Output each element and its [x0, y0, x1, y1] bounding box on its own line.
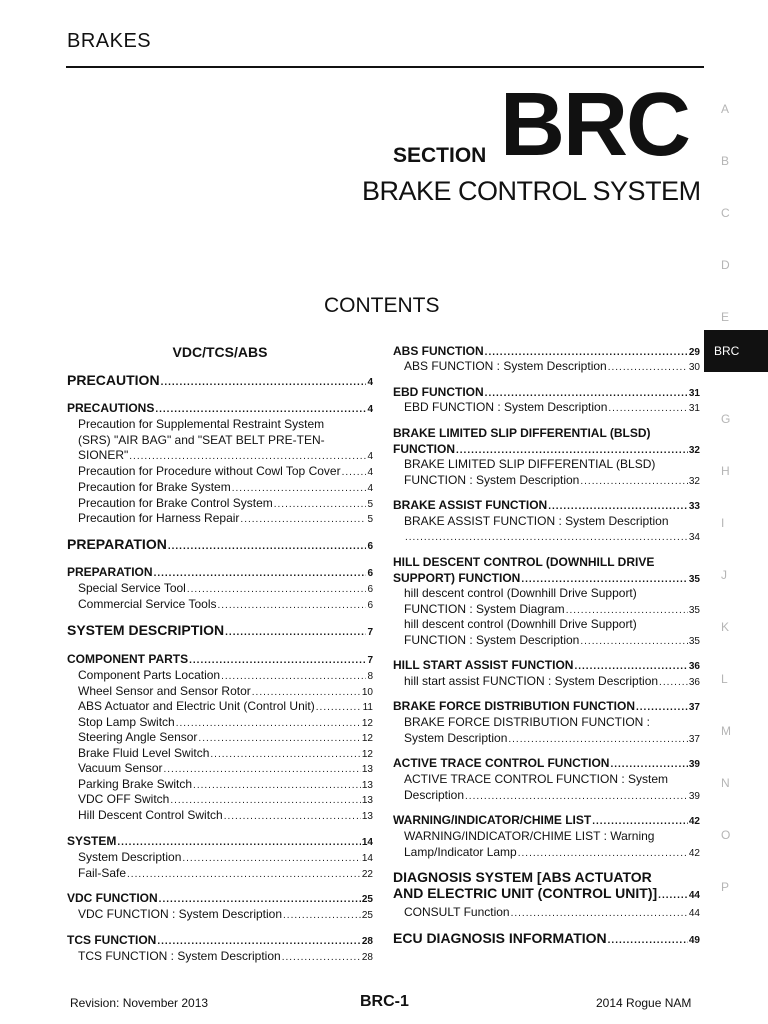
toc-entry[interactable]: [67, 623, 373, 641]
toc-leader-dots: [521, 572, 688, 588]
toc-entry[interactable]: [393, 715, 700, 747]
side-tab-brc[interactable]: [704, 330, 768, 372]
toc-entry[interactable]: [393, 586, 700, 618]
toc-entry[interactable]: [393, 772, 700, 804]
toc-entry[interactable]: [393, 699, 700, 716]
side-tab-a[interactable]: [704, 86, 768, 128]
toc-entry-text: FUNCTION : System Description: [404, 632, 580, 647]
toc-entry[interactable]: [67, 464, 373, 481]
toc-entry[interactable]: [393, 400, 700, 417]
toc-page-number: 34: [688, 531, 700, 543]
toc-leader-dots: [508, 732, 688, 748]
toc-entry[interactable]: [67, 511, 373, 528]
toc-leader-dots: [129, 449, 366, 465]
toc-page-number: 36: [688, 661, 700, 672]
toc-entry[interactable]: [67, 699, 373, 716]
toc-page-number: 5: [367, 514, 373, 525]
toc-leader-dots: [580, 634, 688, 650]
toc-leader-dots: [659, 675, 688, 691]
toc-page-number: 33: [688, 501, 700, 512]
toc-leader-dots: [127, 867, 361, 883]
side-tab-label: E: [721, 310, 730, 324]
toc-entry-text: Description: [404, 787, 465, 802]
toc-leader-dots: [117, 835, 361, 851]
toc-leader-dots: [155, 402, 366, 418]
toc-leader-dots: [610, 757, 687, 773]
toc-page-number: 11: [362, 702, 373, 713]
toc-leader-dots: [518, 846, 688, 862]
toc-page-number: 12: [361, 718, 373, 729]
toc-entry-text: Precaution for Brake System: [78, 480, 231, 494]
toc-entry-text: TCS FUNCTION : System Description: [78, 949, 281, 963]
toc-page-number: 13: [361, 795, 373, 806]
side-tab-j[interactable]: [704, 552, 768, 594]
toc-leader-dots: [240, 512, 366, 528]
toc-entry[interactable]: [67, 891, 373, 908]
toc-entry[interactable]: [67, 581, 373, 598]
toc-entry-text: Lamp/Indicator Lamp: [404, 844, 517, 859]
toc-entry-text: System Description: [78, 850, 182, 864]
toc-page-number: 44: [688, 908, 700, 919]
toc-entry[interactable]: [67, 537, 373, 555]
section-word: SECTION: [393, 144, 487, 167]
toc-page-number: 8: [367, 671, 373, 682]
toc-entry-text: (SRS) "AIR BAG" and "SEAT BELT PRE-TEN-: [78, 432, 325, 447]
toc-entry-text: HILL START ASSIST FUNCTION: [393, 658, 574, 672]
side-tab-h[interactable]: [704, 448, 768, 490]
toc-leader-dots: [182, 851, 361, 867]
toc-leader-dots: [282, 950, 361, 966]
toc-entry-text: ACTIVE TRACE CONTROL FUNCTION : System: [404, 772, 669, 786]
toc-entry-text: hill descent control (Downhill Drive Support): [404, 586, 637, 600]
toc-entry-text: FUNCTION: [393, 441, 455, 456]
toc-leader-dots: [342, 465, 367, 481]
toc-leader-dots: [154, 566, 367, 582]
side-tab-g[interactable]: [704, 396, 768, 438]
toc-page-number: 6: [367, 541, 373, 552]
side-tab-label: P: [721, 880, 730, 894]
toc-page-number: 12: [361, 749, 373, 760]
toc-page-number: 13: [361, 764, 373, 775]
toc-entry-text: EBD FUNCTION : System Description: [404, 400, 608, 414]
toc-entry-text: PRECAUTION: [67, 372, 160, 388]
toc-entry[interactable]: [67, 417, 373, 465]
toc-entry[interactable]: [67, 850, 373, 867]
toc-entry-text: DIAGNOSIS SYSTEM [ABS ACTUATOR: [393, 869, 652, 885]
toc-entry-text: Commercial Service Tools: [78, 597, 217, 611]
toc-entry-text: BRAKE ASSIST FUNCTION: [393, 498, 548, 512]
side-tab-label: I: [721, 516, 725, 530]
toc-entry-text: PREPARATION: [67, 536, 167, 552]
side-tab-label: O: [721, 828, 731, 842]
toc-entry[interactable]: [393, 359, 700, 376]
toc-leader-dots: [170, 793, 361, 809]
toc-entry[interactable]: [393, 426, 700, 458]
toc-entry[interactable]: [67, 907, 373, 924]
toc-leader-dots: [566, 603, 688, 619]
toc-entry-text: ABS Actuator and Electric Unit (Control Unit): [78, 699, 315, 713]
toc-entry-text: Wheel Sensor and Sensor Rotor: [78, 684, 251, 698]
toc-page-number: 4: [367, 467, 373, 478]
side-tab-k[interactable]: [704, 604, 768, 646]
side-tab-c[interactable]: [704, 190, 768, 232]
toc-leader-dots: [157, 934, 361, 950]
toc-entry-text: BRAKE LIMITED SLIP DIFFERENTIAL (BLSD): [393, 426, 651, 440]
toc-entry-text: PRECAUTIONS: [67, 401, 155, 415]
toc-page-number: 44: [688, 889, 700, 901]
toc-leader-dots: [580, 474, 688, 490]
side-tab-label: K: [721, 620, 730, 634]
toc-page-number: 31: [688, 403, 700, 414]
toc-page-number: 39: [688, 790, 700, 802]
toc-entry[interactable]: [393, 813, 700, 830]
toc-leader-dots: [283, 908, 361, 924]
side-tab-label: A: [721, 102, 730, 116]
toc-entry[interactable]: [393, 514, 700, 545]
toc-entry-text: Parking Brake Switch: [78, 777, 193, 791]
toc-leader-dots: [658, 888, 688, 904]
section-code: BRC: [500, 75, 689, 175]
toc-entry-text: System Description: [404, 730, 508, 745]
toc-leader-dots: [608, 933, 688, 949]
toc-entry-text: VDC FUNCTION : System Description: [78, 907, 283, 921]
toc-page-number: 32: [688, 444, 700, 456]
header-category: BRAKES: [67, 30, 152, 52]
toc-leader-dots: [218, 598, 367, 614]
toc-leader-dots: [159, 892, 361, 908]
side-tab-label: N: [721, 776, 730, 790]
toc-entry[interactable]: [393, 498, 700, 515]
side-tab-label: D: [721, 258, 730, 272]
toc-leader-dots: [187, 582, 367, 598]
toc-page-number: 4: [367, 377, 373, 388]
toc-entry-text: SUPPORT) FUNCTION: [393, 570, 521, 585]
toc-entry-text: BRAKE FORCE DISTRIBUTION FUNCTION: [393, 699, 635, 713]
toc-leader-dots: [198, 731, 360, 747]
toc-leader-dots: [221, 669, 366, 685]
toc-entry-text: SIONER": [78, 448, 129, 462]
toc-page-number: 49: [688, 935, 700, 946]
toc-entry-text: Hill Descent Control Switch: [78, 808, 223, 822]
toc-page-number: 31: [688, 388, 700, 399]
section-title: BRAKE CONTROL SYSTEM: [362, 176, 701, 206]
side-tab-label: B: [721, 154, 730, 168]
contents-title: CONTENTS: [324, 294, 440, 317]
toc-leader-dots: [592, 814, 688, 830]
toc-entry-text: Fail-Safe: [78, 866, 127, 880]
toc-page-number: 36: [688, 677, 700, 688]
toc-entry-text: WARNING/INDICATOR/CHIME LIST: [393, 813, 592, 827]
toc-page-number: 4: [367, 483, 373, 494]
toc-page-number: 35: [688, 604, 700, 616]
side-tab-o[interactable]: [704, 812, 768, 854]
toc-leader-dots: [168, 539, 367, 555]
toc-entry-text: Steering Angle Sensor: [78, 730, 198, 744]
toc-entry-text: ABS FUNCTION : System Description: [404, 359, 607, 373]
side-tab-l[interactable]: [704, 656, 768, 698]
toc-page-number: 4: [367, 404, 373, 415]
side-tab-label: H: [721, 464, 730, 478]
toc-leader-dots: [232, 481, 367, 497]
toc-page-number: 37: [688, 702, 700, 713]
toc-leader-dots: [456, 443, 688, 459]
toc-entry[interactable]: [67, 949, 373, 966]
toc-entry[interactable]: [67, 866, 373, 883]
toc-entry-text: ABS FUNCTION: [393, 344, 484, 358]
toc-entry-text: VDC FUNCTION: [67, 891, 158, 905]
toc-entry[interactable]: [67, 373, 373, 391]
side-tab-d[interactable]: [704, 242, 768, 284]
toc-entry[interactable]: [393, 617, 700, 649]
toc-entry-text: BRAKE LIMITED SLIP DIFFERENTIAL (BLSD): [404, 457, 656, 471]
side-tab-i[interactable]: [704, 500, 768, 542]
toc-page-number: 30: [688, 362, 700, 373]
toc-entry-text: Precaution for Supplemental Restraint System: [78, 417, 325, 431]
toc-entry[interactable]: [393, 870, 700, 903]
toc-entry[interactable]: [393, 658, 700, 675]
toc-entry-text: Precaution for Procedure without Cowl Top Cover: [78, 464, 341, 478]
toc-entry[interactable]: [393, 457, 700, 489]
toc-entry-text: hill start assist FUNCTION : System Description: [404, 674, 659, 688]
toc-entry[interactable]: [67, 792, 373, 809]
toc-entry-text: WARNING/INDICATOR/CHIME LIST : Warning: [404, 829, 655, 843]
side-tab-label: BRC: [714, 344, 740, 358]
toc-page-number: 6: [367, 584, 373, 595]
toc-leader-dots: [316, 700, 362, 716]
toc-page-number: 28: [361, 936, 373, 947]
toc-page-number: 35: [688, 573, 700, 585]
header-rule: [66, 66, 704, 68]
side-tab-label: L: [721, 672, 728, 686]
toc-entry-text: Vacuum Sensor: [78, 761, 163, 775]
toc-entry[interactable]: [67, 565, 373, 582]
toc-page-number: 7: [367, 627, 373, 638]
toc-entry-text: VDC OFF Switch: [78, 792, 170, 806]
footer-page-id: BRC-1: [360, 993, 409, 1010]
toc-leader-dots: [511, 906, 688, 922]
toc-leader-dots: [574, 659, 687, 675]
toc-entry[interactable]: [67, 834, 373, 851]
toc-page-number: 10: [361, 687, 373, 698]
toc-page-number: 42: [688, 816, 700, 827]
toc-entry-text: CONSULT Function: [404, 905, 510, 919]
toc-entry-text: AND ELECTRIC UNIT (CONTROL UNIT)]: [393, 884, 658, 901]
toc-leader-dots: [405, 530, 688, 546]
toc-entry[interactable]: [67, 730, 373, 747]
toc-entry-text: Stop Lamp Switch: [78, 715, 175, 729]
toc-entry-text: TCS FUNCTION: [67, 933, 157, 947]
toc-page-number: 28: [361, 952, 373, 963]
toc-entry[interactable]: [67, 401, 373, 418]
toc-entry-text: SYSTEM DESCRIPTION: [67, 622, 225, 638]
toc-entry-text: hill descent control (Downhill Drive Support): [404, 617, 637, 631]
toc-entry-text: Precaution for Brake Control System: [78, 496, 273, 510]
toc-page-number: 5: [367, 499, 373, 510]
toc-entry-text: Component Parts Location: [78, 668, 221, 682]
toc-page-number: 4: [367, 451, 373, 462]
toc-entry-text: BRAKE ASSIST FUNCTION : System Description: [404, 514, 669, 528]
toc-leader-dots: [224, 809, 361, 825]
side-tab-b[interactable]: [704, 138, 768, 180]
toc-entry[interactable]: [393, 756, 700, 773]
side-tab-label: J: [721, 568, 727, 582]
toc-entry[interactable]: [67, 933, 373, 950]
toc-entry[interactable]: [393, 555, 700, 587]
toc-entry-text: PREPARATION: [67, 565, 153, 579]
toc-page-number: 14: [361, 837, 373, 848]
toc-page-number: 7: [367, 655, 373, 666]
side-tab-label: M: [721, 724, 731, 738]
toc-page-number: 25: [361, 894, 373, 905]
toc-entry-text: HILL DESCENT CONTROL (DOWNHILL DRIVE: [393, 555, 655, 569]
side-tab-label: C: [721, 206, 730, 220]
toc-entry[interactable]: [67, 597, 373, 614]
toc-entry[interactable]: [67, 480, 373, 497]
toc-entry[interactable]: [393, 905, 700, 922]
toc-left-heading: VDC/TCS/ABS: [172, 344, 268, 360]
toc-entry-text: COMPONENT PARTS: [67, 652, 189, 666]
side-tab-n[interactable]: [704, 760, 768, 802]
toc-page-number: 29: [688, 347, 700, 358]
toc-entry[interactable]: [67, 761, 373, 778]
toc-page-number: 13: [361, 780, 373, 791]
toc-entry[interactable]: [67, 652, 373, 669]
toc-page-number: 37: [688, 733, 700, 745]
toc-entry-text: SYSTEM: [67, 834, 117, 848]
side-tab-label: G: [721, 412, 731, 426]
toc-entry-text: ACTIVE TRACE CONTROL FUNCTION: [393, 756, 610, 770]
toc-page-number: 13: [361, 811, 373, 822]
toc-entry-text: FUNCTION : System Description: [404, 472, 580, 487]
toc-entry[interactable]: [393, 829, 700, 861]
toc-page-number: 22: [361, 869, 373, 880]
toc-page-number: 6: [367, 568, 373, 579]
toc-entry-text: ECU DIAGNOSIS INFORMATION: [393, 930, 607, 946]
toc-page-number: 12: [361, 733, 373, 744]
toc-entry[interactable]: [67, 808, 373, 825]
toc-entry-text: Precaution for Harness Repair: [78, 511, 240, 525]
footer-revision: Revision: November 2013: [70, 996, 209, 1010]
footer-model: 2014 Rogue NAM: [596, 996, 692, 1010]
toc-page-number: 35: [688, 635, 700, 647]
toc-leader-dots: [225, 625, 366, 641]
toc-page-number: 42: [688, 847, 700, 859]
toc-leader-dots: [636, 700, 688, 716]
toc-page-number: 32: [688, 475, 700, 487]
toc-leader-dots: [608, 401, 688, 417]
toc-entry[interactable]: [393, 931, 700, 949]
side-tab-p[interactable]: [704, 864, 768, 906]
toc-entry-text: FUNCTION : System Diagram: [404, 601, 565, 616]
toc-page-number: 6: [367, 600, 373, 611]
toc-leader-dots: [189, 653, 366, 669]
toc-leader-dots: [164, 762, 361, 778]
toc-leader-dots: [548, 499, 688, 515]
toc-leader-dots: [608, 360, 688, 376]
side-tab-m[interactable]: [704, 708, 768, 750]
toc-entry-text: EBD FUNCTION: [393, 385, 484, 399]
toc-page-number: 39: [688, 759, 700, 770]
toc-page-number: 14: [361, 853, 373, 864]
toc-leader-dots: [161, 375, 367, 391]
toc-entry[interactable]: [67, 668, 373, 685]
toc-page-number: 25: [361, 910, 373, 921]
toc-entry-text: Special Service Tool: [78, 581, 186, 595]
toc-entry[interactable]: [393, 674, 700, 691]
toc-entry-text: Brake Fluid Level Switch: [78, 746, 210, 760]
toc-entry-text: BRAKE FORCE DISTRIBUTION FUNCTION :: [404, 715, 651, 729]
toc-leader-dots: [465, 789, 688, 805]
